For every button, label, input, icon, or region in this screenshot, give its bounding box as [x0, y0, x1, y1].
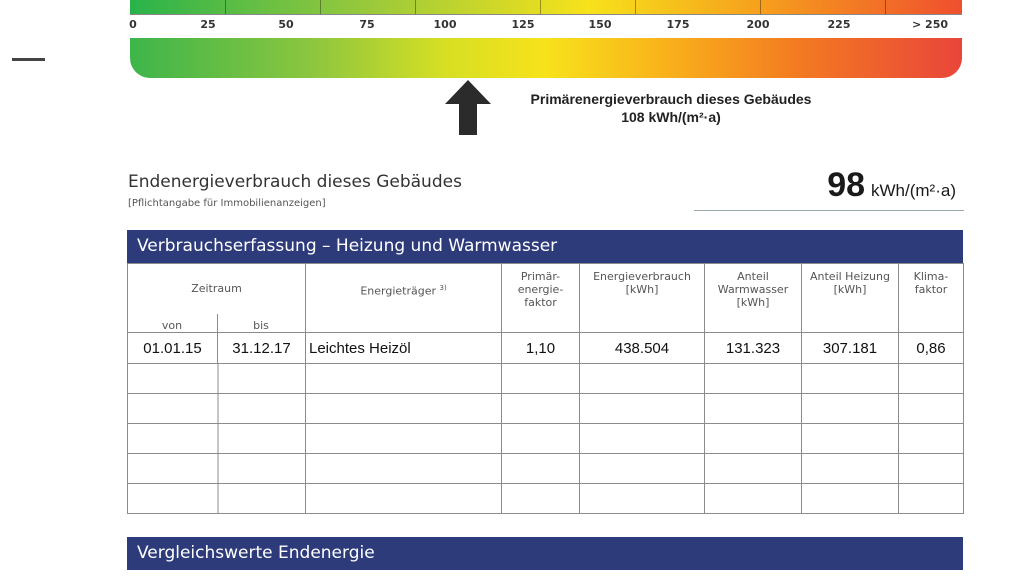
scale-tick: > 250	[911, 18, 949, 31]
primary-energy-caption	[496, 90, 846, 126]
end-energy-title: Endenergieverbrauch dieses Gebäudes	[128, 172, 462, 192]
header-anteil-warmwasser: Anteil Warmwasser [kWh]	[705, 264, 802, 333]
table-row	[128, 333, 964, 364]
scale-tick: 150	[588, 18, 612, 31]
energy-color-scale-bar	[130, 38, 962, 78]
table-row-empty	[128, 364, 964, 394]
scale-tick: 200	[746, 18, 770, 31]
table-row-empty	[128, 424, 964, 454]
cell-von: 01.01.15	[143, 339, 202, 357]
header-zeitraum-label: Zeitraum	[191, 282, 242, 295]
scale-tick: 175	[666, 18, 690, 31]
header-anteil-heizung: Anteil Heizung [kWh]	[802, 264, 899, 333]
scale-tick: 125	[511, 18, 535, 31]
header-energietraeger-label: Energieträger	[360, 284, 436, 298]
header-zeitraum	[128, 264, 306, 333]
cell-anteil-heizung: 307.181	[802, 333, 899, 364]
primary-energy-caption-title: Primärenergieverbrauch dieses Gebäudes	[530, 91, 812, 107]
end-energy-value: 98	[827, 166, 866, 204]
cell-anteil-warmwasser: 131.323	[705, 333, 802, 364]
scale-tick: 100	[433, 18, 457, 31]
header-energietraeger-note: 3)	[439, 284, 447, 292]
cell-energieverbrauch: 438.504	[580, 333, 705, 364]
cell-energietraeger: Leichtes Heizöl	[306, 333, 502, 364]
scale-tick: 0	[129, 18, 137, 31]
header-von: von	[161, 319, 183, 332]
table-row-empty	[128, 484, 964, 514]
side-dash-mark	[12, 58, 45, 61]
header-primaerenergiefaktor: Primär-energie-faktor	[502, 264, 580, 333]
header-energieverbrauch: Energieverbrauch [kWh]	[580, 264, 705, 333]
scale-tick: 75	[359, 18, 375, 31]
consumption-section-header: Verbrauchserfassung – Heizung und Warmwasser	[127, 230, 963, 263]
header-energietraeger	[306, 264, 502, 333]
cell-bis: 31.12.17	[232, 339, 291, 357]
table-header-row	[128, 264, 964, 333]
header-bis: bis	[253, 319, 269, 332]
scale-tick: 25	[200, 18, 216, 31]
table-row-empty	[128, 454, 964, 484]
energy-scale-top-strip	[130, 0, 962, 15]
end-energy-unit: kWh/(m²·a)	[871, 181, 956, 200]
energy-scale-tick-labels	[130, 18, 962, 34]
scale-tick: 225	[827, 18, 851, 31]
table-row-empty	[128, 394, 964, 424]
cell-klimafaktor: 0,86	[899, 333, 964, 364]
consumption-table	[127, 263, 964, 514]
scale-tick: 50	[278, 18, 294, 31]
primary-energy-caption-value: 108 kWh/(m²·a)	[621, 109, 721, 125]
end-energy-subtitle: [Pflichtangabe für Immobilienanzeigen]	[128, 198, 326, 209]
comparison-section-header: Vergleichswerte Endenergie	[127, 537, 963, 570]
end-energy-value-box	[694, 166, 964, 211]
cell-primaerenergiefaktor: 1,10	[502, 333, 580, 364]
header-klimafaktor: Klima-faktor	[899, 264, 964, 333]
arrow-up-icon	[443, 78, 493, 136]
